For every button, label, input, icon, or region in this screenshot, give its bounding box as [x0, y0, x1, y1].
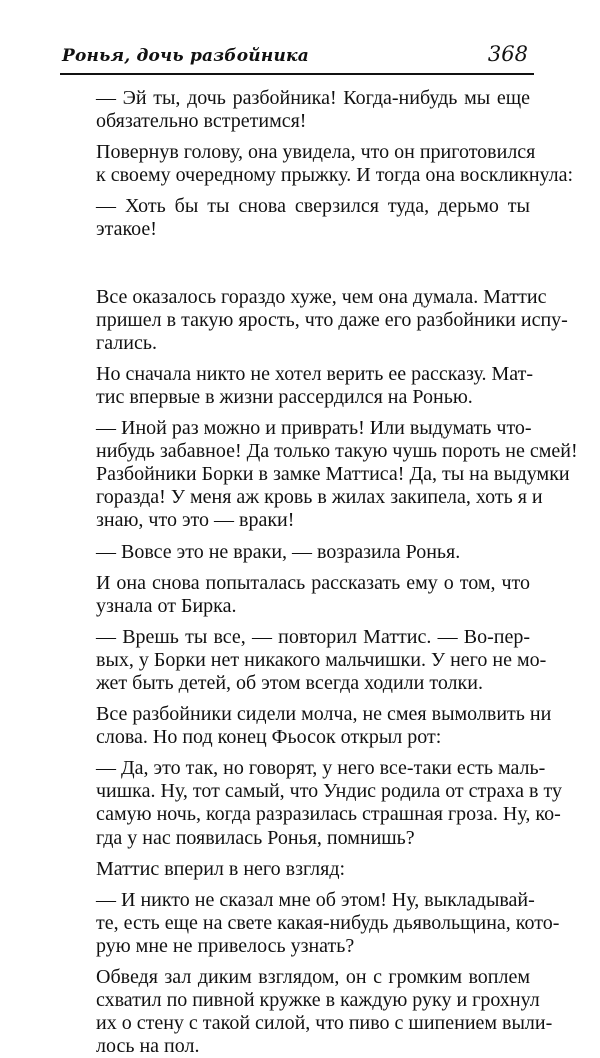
- paragraph-gap: [96, 564, 530, 572]
- text-line: — И никто не сказал мне об этом! Ну, выкладывай-: [96, 888, 535, 911]
- text-line: — Вовсе это не враки, — возразила Ронья.: [96, 540, 461, 563]
- paragraph-gap: [96, 749, 530, 757]
- text-line: этакое!: [96, 218, 157, 241]
- paragraph: [96, 285, 568, 355]
- text-line: слова. Но под конец Фьосок открыл рот:: [96, 726, 442, 749]
- paragraph-gap: [96, 695, 530, 703]
- text-line: тис впервые в жизни рассердился на Ронью.: [96, 385, 473, 408]
- paragraph: [96, 966, 553, 1058]
- text-line: Все разбойники сидели молча, не смея вымолвить ни: [96, 703, 552, 726]
- text-line: к своему очередному прыжку. И тогда она воскликнула:: [96, 164, 574, 187]
- text-line: рую мне не привелось узнать?: [96, 934, 355, 957]
- text-line: гда у нас появилась Ронья, помнишь?: [96, 826, 415, 849]
- text-line: нибудь забавное! Да только такую чушь пороть не смей!: [96, 440, 578, 463]
- text-line: Разбойники Борки в замке Маттиса! Да, ты на выдумки: [96, 463, 570, 486]
- page-number: 368: [487, 42, 528, 66]
- paragraph-gap: [96, 881, 530, 889]
- paragraph: [96, 572, 530, 618]
- paragraph-gap: [96, 355, 530, 363]
- paragraph: [96, 888, 560, 958]
- body-text: [96, 87, 578, 1058]
- text-line: обязательно встретимся!: [96, 110, 307, 133]
- text-line: — Врешь ты все, — повторил Маттис. — Во-пер-: [96, 625, 530, 648]
- text-line: Но сначала никто не хотел верить ее рассказу. Мат-: [96, 362, 534, 385]
- text-line: горазда! У меня аж кровь в жилах закипела, хоть я и: [96, 486, 543, 509]
- text-line: Повернув голову, она увидела, что он приготовился: [96, 141, 536, 164]
- text-line: чишка. Ну, тот самый, что Ундис родила от страха в ту: [96, 780, 562, 803]
- paragraph-gap: [96, 409, 530, 417]
- text-line: лось на пол.: [96, 1035, 200, 1058]
- paragraph-gap: [96, 850, 530, 858]
- running-title: Ронья, дочь разбойника: [62, 46, 309, 66]
- text-line: — Эй ты, дочь разбойника! Когда-нибудь мы еще: [96, 87, 530, 109]
- text-line: гались.: [96, 331, 157, 354]
- paragraph: [96, 87, 530, 133]
- paragraph: [96, 858, 530, 881]
- text-line: — Иной раз можно и приврать! Или выдумать что-: [96, 417, 532, 440]
- header-rule: [60, 73, 534, 75]
- paragraph: [96, 141, 574, 187]
- paragraph: [96, 541, 530, 564]
- text-line: жет быть детей, об этом всегда ходили толки.: [96, 671, 483, 694]
- text-line: Маттис вперил в него взгляд:: [96, 857, 346, 880]
- text-line: И она снова попыталась рассказать ему о том, что: [96, 571, 530, 594]
- paragraph-gap: [96, 533, 530, 541]
- paragraph: [96, 195, 530, 241]
- text-line: узнала от Бирка.: [96, 594, 237, 617]
- paragraph-gap: [96, 958, 530, 966]
- paragraph-gap: [96, 187, 530, 195]
- paragraph: [96, 362, 534, 409]
- paragraph: [96, 703, 552, 749]
- text-line: те, есть еще на свете какая-нибудь дьявольщина, кото-: [96, 911, 560, 934]
- paragraph: [96, 757, 562, 849]
- text-line: пришел в такую ярость, что даже его разбойники испу-: [96, 308, 568, 331]
- text-line: схватил по пивной кружке в каждую руку и грохнул: [96, 989, 540, 1012]
- text-line: — Да, это так, но говорят, у него все-таки есть маль-: [96, 757, 546, 780]
- text-line: Обведя зал диким взглядом, он с громким воплем: [96, 966, 530, 988]
- paragraph-gap: [96, 133, 530, 141]
- text-line: вых, у Борки нет никакого мальчишки. У него не мо-: [96, 648, 547, 671]
- paragraph: [96, 625, 547, 695]
- paragraph-gap: [96, 618, 530, 626]
- text-line: — Хоть бы ты снова сверзился туда, дерьмо ты: [96, 195, 530, 218]
- section-break: [96, 242, 530, 286]
- paragraph: [96, 417, 578, 532]
- text-line: самую ночь, когда разразилась страшная гроза. Ну, ко-: [96, 803, 561, 826]
- text-line: Все оказалось гораздо хуже, чем она думала. Маттис: [96, 285, 547, 308]
- text-line: их о стену с такой силой, что пиво с шипением выли-: [96, 1012, 553, 1035]
- text-line: знаю, что это — враки!: [96, 509, 295, 532]
